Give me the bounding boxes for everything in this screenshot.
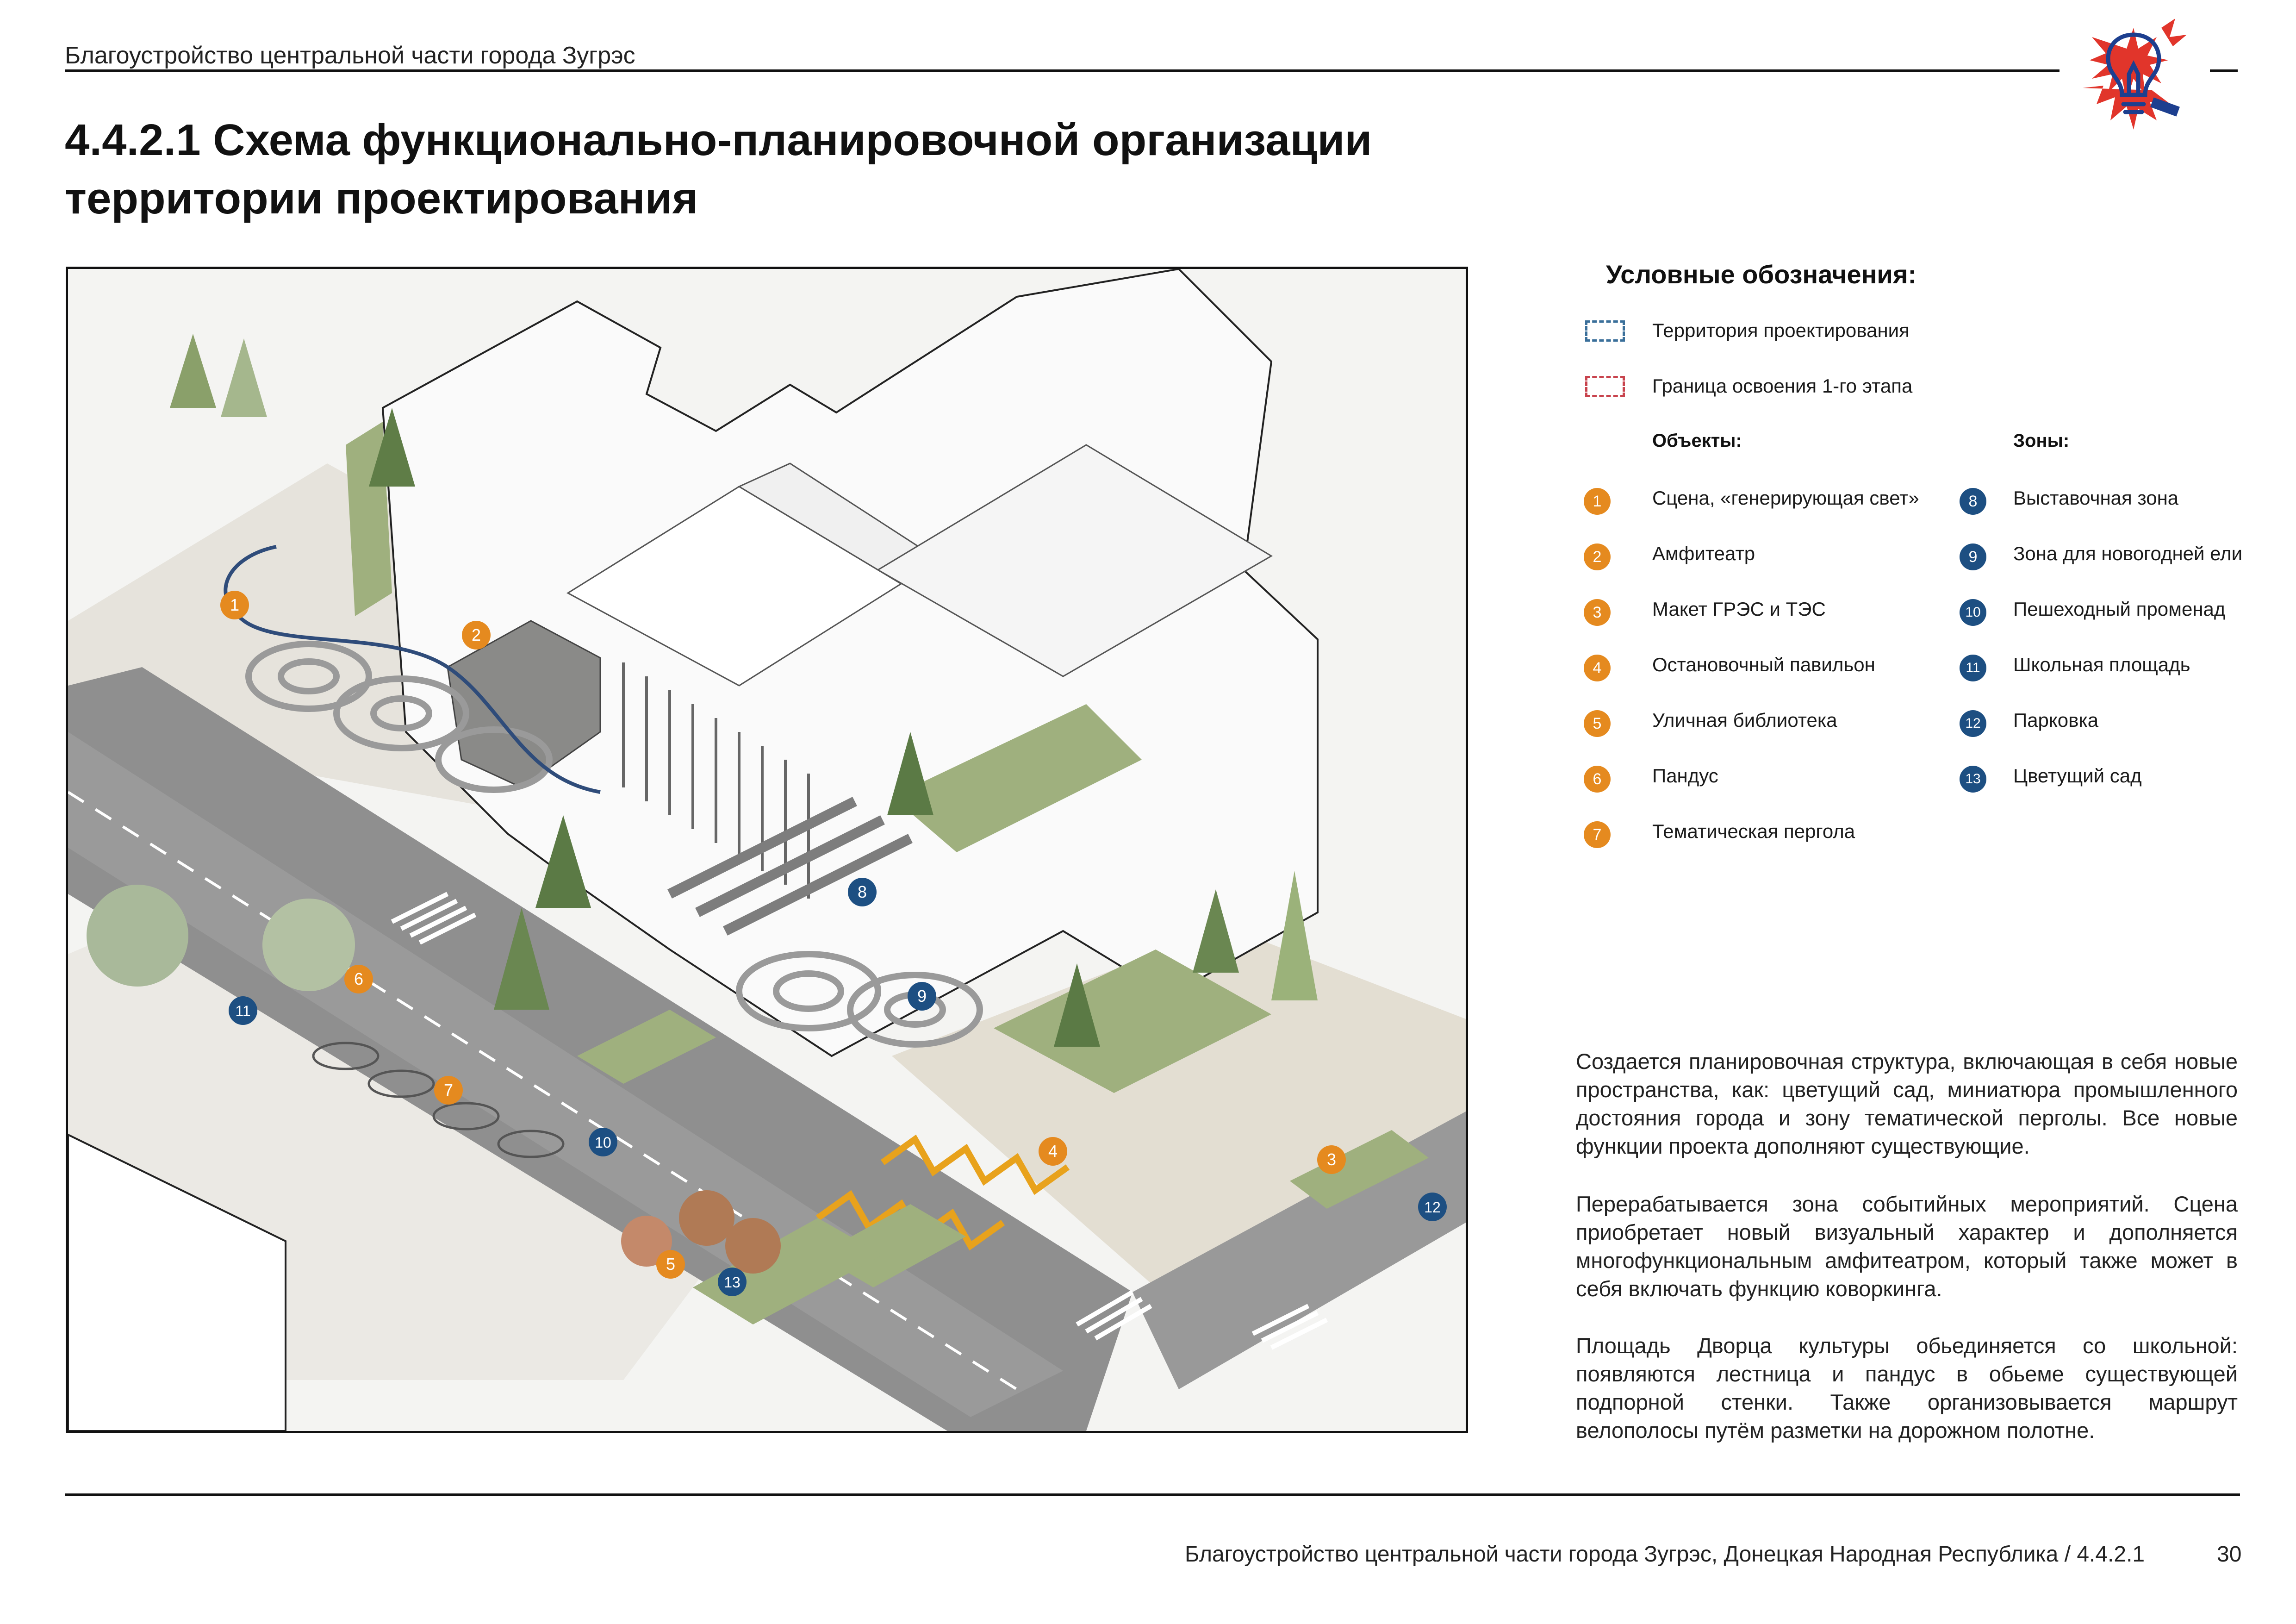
site-plan-drawing xyxy=(68,269,1466,1431)
zones-header: Зоны: xyxy=(2013,431,2070,451)
zone-label-11: Школьная площадь xyxy=(2013,654,2190,675)
object-label-6: Пандус xyxy=(1652,765,1718,787)
object-badge-3: 3 xyxy=(1584,599,1611,626)
stage1-boundary-swatch xyxy=(1585,376,1625,397)
map-marker-1: 1 xyxy=(230,595,240,614)
map-marker-3: 3 xyxy=(1326,1150,1337,1169)
zone-badge-8: 8 xyxy=(1960,488,1986,515)
map-marker-5: 5 xyxy=(666,1255,676,1274)
map-marker-8: 8 xyxy=(857,882,867,901)
header-rule xyxy=(65,69,2060,72)
legend-design-territory: Территория проектирования xyxy=(1652,319,1910,341)
footer-caption: Благоустройство центральной части города Зугрэс, Донецкая Народная Республика / 4.4.2.1 xyxy=(1185,1542,2145,1567)
description-paragraph-1: Создается планировочная структура, включающая в себя новые пространства, как: цветущий сад, миниатюра промышленного достояния города и зону тематической перголы. Все новые функции проекта дополняют существующие. xyxy=(1576,1049,2238,1158)
object-label-5: Уличная библиотека xyxy=(1652,709,1837,731)
object-badge-6: 6 xyxy=(1584,766,1611,793)
map-marker-11: 11 xyxy=(235,1003,251,1019)
footer-rule xyxy=(65,1493,2240,1496)
description-paragraph-3: Площадь Дворца культуры обьединяется со школьной: появляются лестница и пандус в обьеме существующей подпорной стенки. Также организовывается маршрут велополосы путём разметки на дорожном полотне. xyxy=(1576,1333,2238,1443)
map-marker-6: 6 xyxy=(354,969,364,988)
map-marker-9: 9 xyxy=(917,987,927,1006)
page-title-line2: территории проектирования xyxy=(65,174,698,223)
zone-badge-11: 11 xyxy=(1960,655,1986,681)
zone-badge-10: 10 xyxy=(1960,599,1986,626)
legend-title: Условные обозначения: xyxy=(1606,260,1917,289)
map-marker-2: 2 xyxy=(471,625,481,644)
object-badge-4: 4 xyxy=(1584,655,1611,681)
header-project-title: Благоустройство центральной части города Зугрэс xyxy=(65,42,635,69)
object-label-1: Сцена, «генерирующая свет» xyxy=(1652,487,1919,509)
object-badge-7: 7 xyxy=(1584,821,1611,848)
page-title-line1: 4.4.2.1 Схема функционально-планировочной организации xyxy=(65,115,1372,165)
objects-header: Объекты: xyxy=(1652,431,1742,451)
zone-label-12: Парковка xyxy=(2013,709,2099,731)
map-marker-4: 4 xyxy=(1048,1142,1058,1161)
map-marker-13: 13 xyxy=(724,1274,740,1291)
object-label-7: Тематическая пергола xyxy=(1652,820,1855,842)
object-badge-2: 2 xyxy=(1584,543,1611,570)
object-label-4: Остановочный павильон xyxy=(1652,654,1875,675)
zone-badge-13: 13 xyxy=(1960,766,1986,793)
object-label-2: Амфитеатр xyxy=(1652,543,1755,564)
site-plan-map xyxy=(66,267,1468,1433)
legend-stage1-boundary: Граница освоения 1-го этапа xyxy=(1652,375,1913,397)
map-marker-12: 12 xyxy=(1424,1199,1441,1216)
zone-label-8: Выставочная зона xyxy=(2013,487,2179,509)
lightbulb-logo-icon xyxy=(2064,9,2203,148)
zone-label-13: Цветущий сад xyxy=(2013,765,2142,787)
header-dash xyxy=(2210,69,2238,72)
page-title xyxy=(65,111,1546,228)
object-badge-5: 5 xyxy=(1584,710,1611,737)
map-marker-10: 10 xyxy=(595,1134,611,1151)
object-label-3: Макет ГРЭС и ТЭС xyxy=(1652,598,1826,620)
page-number: 30 xyxy=(2217,1542,2242,1567)
zone-badge-9: 9 xyxy=(1960,543,1986,570)
object-badge-1: 1 xyxy=(1584,488,1611,515)
design-territory-swatch xyxy=(1585,320,1625,342)
zone-label-10: Пешеходный променад xyxy=(2013,598,2226,620)
zone-badge-12: 12 xyxy=(1960,710,1986,737)
map-marker-7: 7 xyxy=(443,1081,454,1099)
zone-label-9: Зона для новогодней ели xyxy=(2013,543,2243,564)
description-paragraph-2: Перерабатывается зона событийных мероприятий. Сцена приобретает новый визуальный характер и дополняется многофункциональным амфитеатром, который также может в себя включать функцию коворкинга. xyxy=(1576,1192,2238,1301)
